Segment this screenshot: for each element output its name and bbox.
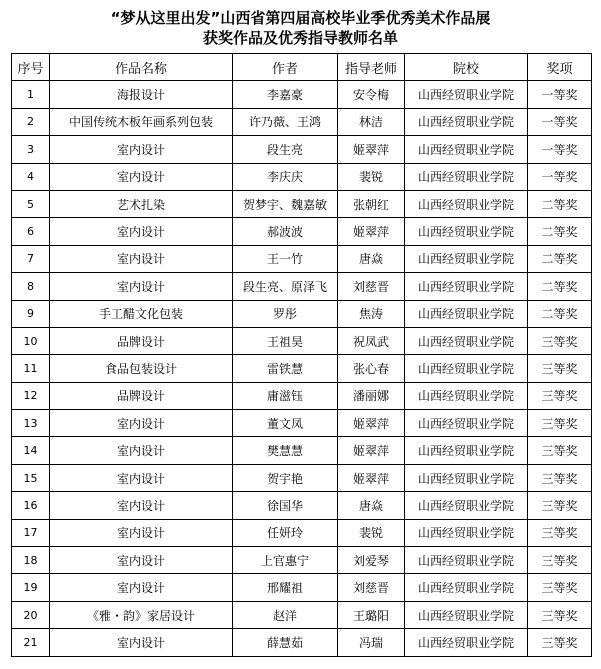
table-row <box>12 136 592 163</box>
advisor-cell: 唐焱 <box>338 245 405 272</box>
author-cell: 贺宇艳 <box>233 464 338 491</box>
index-cell: 12 <box>12 382 50 409</box>
index-cell: 17 <box>12 519 50 546</box>
table-row <box>12 190 592 217</box>
school-cell: 山西经贸职业学院 <box>405 108 528 135</box>
school-cell: 山西经贸职业学院 <box>405 300 528 327</box>
work-name-cell: 室内设计 <box>50 629 233 656</box>
award-cell: 一等奖 <box>528 81 592 108</box>
school-cell: 山西经贸职业学院 <box>405 81 528 108</box>
header-award: 奖项 <box>528 54 592 81</box>
school-cell: 山西经贸职业学院 <box>405 629 528 656</box>
school-cell: 山西经贸职业学院 <box>405 327 528 354</box>
header-row <box>12 54 592 81</box>
advisor-cell: 裴锐 <box>338 163 405 190</box>
work-name-cell: 室内设计 <box>50 273 233 300</box>
work-name-cell: 手工醋文化包装 <box>50 300 233 327</box>
author-cell: 任妍玲 <box>233 519 338 546</box>
advisor-cell: 潘丽娜 <box>338 382 405 409</box>
school-cell: 山西经贸职业学院 <box>405 437 528 464</box>
table-row <box>12 437 592 464</box>
advisor-cell: 安令梅 <box>338 81 405 108</box>
author-cell: 段生亮、原泽飞 <box>233 273 338 300</box>
work-name-cell: 室内设计 <box>50 218 233 245</box>
work-name-cell: 中国传统木板年画系列包装 <box>50 108 233 135</box>
work-name-cell: 室内设计 <box>50 464 233 491</box>
author-cell: 赵洋 <box>233 601 338 628</box>
table-row <box>12 519 592 546</box>
index-cell: 5 <box>12 190 50 217</box>
school-cell: 山西经贸职业学院 <box>405 190 528 217</box>
work-name-cell: 室内设计 <box>50 136 233 163</box>
work-name-cell: 艺术扎染 <box>50 190 233 217</box>
advisor-cell: 刘慈晋 <box>338 574 405 601</box>
index-cell: 2 <box>12 108 50 135</box>
award-table <box>11 53 592 657</box>
author-cell: 樊慧慧 <box>233 437 338 464</box>
table-row <box>12 218 592 245</box>
header-advisor: 指导老师 <box>338 54 405 81</box>
index-cell: 4 <box>12 163 50 190</box>
advisor-cell: 刘慈晋 <box>338 273 405 300</box>
award-cell: 三等奖 <box>528 547 592 574</box>
award-cell: 三等奖 <box>528 410 592 437</box>
author-cell: 许乃薇、王鸿 <box>233 108 338 135</box>
author-cell: 薛慧茹 <box>233 629 338 656</box>
school-cell: 山西经贸职业学院 <box>405 519 528 546</box>
award-cell: 二等奖 <box>528 245 592 272</box>
document-title-line2: 获奖作品及优秀指导教师名单 <box>202 29 398 47</box>
award-cell: 二等奖 <box>528 273 592 300</box>
school-cell: 山西经贸职业学院 <box>405 136 528 163</box>
award-cell: 三等奖 <box>528 382 592 409</box>
advisor-cell: 刘爱琴 <box>338 547 405 574</box>
document-header <box>0 0 601 53</box>
work-name-cell: 室内设计 <box>50 437 233 464</box>
table-row <box>12 108 592 135</box>
award-cell: 三等奖 <box>528 464 592 491</box>
author-cell: 贺梦宇、魏嘉敏 <box>233 190 338 217</box>
work-name-cell: 室内设计 <box>50 519 233 546</box>
index-cell: 20 <box>12 601 50 628</box>
work-name-cell: 食品包装设计 <box>50 355 233 382</box>
table-row <box>12 601 592 628</box>
index-cell: 16 <box>12 492 50 519</box>
author-cell: 罗彤 <box>233 300 338 327</box>
index-cell: 14 <box>12 437 50 464</box>
index-cell: 6 <box>12 218 50 245</box>
school-cell: 山西经贸职业学院 <box>405 382 528 409</box>
school-cell: 山西经贸职业学院 <box>405 410 528 437</box>
index-cell: 19 <box>12 574 50 601</box>
index-cell: 7 <box>12 245 50 272</box>
award-cell: 一等奖 <box>528 108 592 135</box>
document-title-line1: “梦从这里出发”山西省第四届高校毕业季优秀美术作品展 <box>110 9 491 27</box>
work-name-cell: 室内设计 <box>50 574 233 601</box>
table-row <box>12 245 592 272</box>
index-cell: 10 <box>12 327 50 354</box>
award-cell: 三等奖 <box>528 492 592 519</box>
school-cell: 山西经贸职业学院 <box>405 163 528 190</box>
award-cell: 二等奖 <box>528 218 592 245</box>
table-row <box>12 273 592 300</box>
award-cell: 三等奖 <box>528 574 592 601</box>
school-cell: 山西经贸职业学院 <box>405 492 528 519</box>
work-name-cell: 室内设计 <box>50 245 233 272</box>
author-cell: 郝波波 <box>233 218 338 245</box>
work-name-cell: 室内设计 <box>50 163 233 190</box>
school-cell: 山西经贸职业学院 <box>405 355 528 382</box>
advisor-cell: 姬翠萍 <box>338 410 405 437</box>
table-row <box>12 300 592 327</box>
table-row <box>12 492 592 519</box>
author-cell: 段生亮 <box>233 136 338 163</box>
index-cell: 15 <box>12 464 50 491</box>
author-cell: 徐国华 <box>233 492 338 519</box>
school-cell: 山西经贸职业学院 <box>405 218 528 245</box>
author-cell: 邢耀祖 <box>233 574 338 601</box>
advisor-cell: 张朝红 <box>338 190 405 217</box>
school-cell: 山西经贸职业学院 <box>405 547 528 574</box>
table-body <box>12 81 592 656</box>
award-cell: 三等奖 <box>528 519 592 546</box>
advisor-cell: 焦涛 <box>338 300 405 327</box>
award-cell: 三等奖 <box>528 327 592 354</box>
school-cell: 山西经贸职业学院 <box>405 245 528 272</box>
table-row <box>12 547 592 574</box>
advisor-cell: 张心春 <box>338 355 405 382</box>
index-cell: 11 <box>12 355 50 382</box>
work-name-cell: 室内设计 <box>50 547 233 574</box>
work-name-cell: 室内设计 <box>50 492 233 519</box>
work-name-cell: 室内设计 <box>50 410 233 437</box>
work-name-cell: 海报设计 <box>50 81 233 108</box>
advisor-cell: 唐焱 <box>338 492 405 519</box>
table-row <box>12 629 592 656</box>
index-cell: 21 <box>12 629 50 656</box>
advisor-cell: 姬翠萍 <box>338 437 405 464</box>
table-row <box>12 81 592 108</box>
award-cell: 三等奖 <box>528 629 592 656</box>
award-cell: 三等奖 <box>528 355 592 382</box>
work-name-cell: 品牌设计 <box>50 382 233 409</box>
advisor-cell: 裴锐 <box>338 519 405 546</box>
author-cell: 雷铁慧 <box>233 355 338 382</box>
work-name-cell: 品牌设计 <box>50 327 233 354</box>
advisor-cell: 王璐阳 <box>338 601 405 628</box>
index-cell: 8 <box>12 273 50 300</box>
author-cell: 庸滋钰 <box>233 382 338 409</box>
header-school: 院校 <box>405 54 528 81</box>
author-cell: 李嘉豪 <box>233 81 338 108</box>
index-cell: 1 <box>12 81 50 108</box>
school-cell: 山西经贸职业学院 <box>405 464 528 491</box>
award-cell: 三等奖 <box>528 437 592 464</box>
table-row <box>12 163 592 190</box>
author-cell: 王一竹 <box>233 245 338 272</box>
table-row <box>12 464 592 491</box>
table-row <box>12 382 592 409</box>
index-cell: 13 <box>12 410 50 437</box>
advisor-cell: 冯瑞 <box>338 629 405 656</box>
advisor-cell: 林洁 <box>338 108 405 135</box>
table-row <box>12 410 592 437</box>
award-cell: 二等奖 <box>528 190 592 217</box>
award-cell: 三等奖 <box>528 601 592 628</box>
table-row <box>12 355 592 382</box>
author-cell: 王祖昊 <box>233 327 338 354</box>
table-row <box>12 327 592 354</box>
header-author: 作者 <box>233 54 338 81</box>
award-cell: 一等奖 <box>528 136 592 163</box>
author-cell: 上官惠宁 <box>233 547 338 574</box>
school-cell: 山西经贸职业学院 <box>405 273 528 300</box>
header-work-name: 作品名称 <box>50 54 233 81</box>
index-cell: 18 <box>12 547 50 574</box>
advisor-cell: 姬翠萍 <box>338 136 405 163</box>
school-cell: 山西经贸职业学院 <box>405 574 528 601</box>
award-cell: 一等奖 <box>528 163 592 190</box>
advisor-cell: 姬翠萍 <box>338 218 405 245</box>
author-cell: 李庆庆 <box>233 163 338 190</box>
award-cell: 二等奖 <box>528 300 592 327</box>
advisor-cell: 姬翠萍 <box>338 464 405 491</box>
advisor-cell: 祝凤武 <box>338 327 405 354</box>
index-cell: 9 <box>12 300 50 327</box>
school-cell: 山西经贸职业学院 <box>405 601 528 628</box>
index-cell: 3 <box>12 136 50 163</box>
author-cell: 董文凤 <box>233 410 338 437</box>
header-index: 序号 <box>12 54 50 81</box>
table-row <box>12 574 592 601</box>
work-name-cell: 《雅・韵》家居设计 <box>50 601 233 628</box>
